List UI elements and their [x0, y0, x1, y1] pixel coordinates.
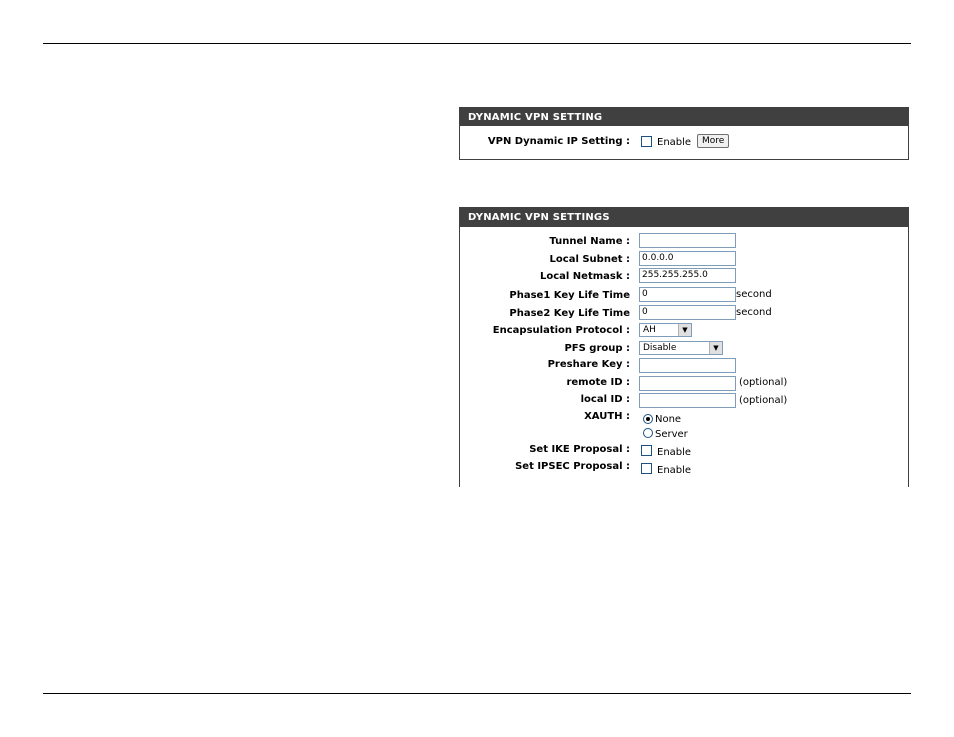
- local-subnet-input[interactable]: 0.0.0.0: [639, 251, 736, 266]
- top-divider: [43, 43, 911, 44]
- preshare-key-label: Preshare Key :: [547, 359, 630, 370]
- remote-id-hint: (optional): [739, 377, 788, 388]
- phase1-unit: second: [736, 289, 772, 300]
- remote-id-label: remote ID :: [566, 377, 630, 388]
- chevron-down-icon: ▼: [678, 324, 691, 336]
- vpn-dynamic-ip-enable-checkbox[interactable]: [641, 136, 652, 147]
- encapsulation-protocol-label: Encapsulation Protocol :: [492, 325, 630, 336]
- pfs-group-select[interactable]: [639, 341, 723, 355]
- local-netmask-label: Local Netmask :: [539, 271, 630, 282]
- encapsulation-selected-value: AH: [643, 325, 656, 335]
- pfs-group-selected-value: Disable: [643, 343, 677, 353]
- phase1-key-life-label: Phase1 Key Life Time: [509, 290, 630, 301]
- xauth-none-radio[interactable]: [643, 414, 653, 424]
- local-netmask-input[interactable]: 255.255.255.0: [639, 268, 736, 283]
- panel-title: DYNAMIC VPN SETTING: [459, 107, 909, 126]
- xauth-server-radio[interactable]: [643, 428, 653, 438]
- set-ipsec-proposal-label: Set IPSEC Proposal :: [515, 461, 630, 472]
- phase1-key-life-input[interactable]: 0: [639, 287, 736, 302]
- vpn-dynamic-ip-setting-label: VPN Dynamic IP Setting :: [487, 136, 630, 147]
- local-subnet-label: Local Subnet :: [549, 254, 630, 265]
- encapsulation-protocol-select[interactable]: [639, 323, 692, 337]
- remote-id-input[interactable]: [639, 376, 736, 391]
- ipsec-proposal-enable-label: Enable: [657, 465, 692, 476]
- tunnel-name-input[interactable]: [639, 233, 736, 248]
- xauth-server-label: Server: [655, 429, 688, 440]
- ike-proposal-enable-label: Enable: [657, 447, 692, 458]
- dynamic-vpn-settings-panel: [459, 207, 909, 487]
- tunnel-name-label: Tunnel Name :: [549, 236, 630, 247]
- xauth-none-label: None: [655, 414, 682, 425]
- phase2-unit: second: [736, 307, 772, 318]
- local-id-label: local ID :: [580, 394, 630, 405]
- xauth-label: XAUTH :: [584, 411, 630, 422]
- set-ike-proposal-label: Set IKE Proposal :: [529, 444, 630, 455]
- local-id-hint: (optional): [739, 395, 788, 406]
- preshare-key-input[interactable]: [639, 358, 736, 373]
- bottom-divider: [43, 693, 911, 694]
- enable-label: Enable: [657, 137, 692, 148]
- phase2-key-life-label: Phase2 Key Life Time: [509, 308, 630, 319]
- chevron-down-icon: ▼: [709, 342, 722, 354]
- phase2-key-life-input[interactable]: 0: [639, 305, 736, 320]
- dynamic-vpn-setting-panel: [459, 107, 909, 160]
- local-id-input[interactable]: [639, 393, 736, 408]
- ipsec-proposal-enable-checkbox[interactable]: [641, 463, 652, 474]
- ike-proposal-enable-checkbox[interactable]: [641, 445, 652, 456]
- pfs-group-label: PFS group :: [564, 343, 630, 354]
- panel-title: DYNAMIC VPN SETTINGS: [459, 207, 909, 227]
- more-button[interactable]: More: [697, 134, 729, 148]
